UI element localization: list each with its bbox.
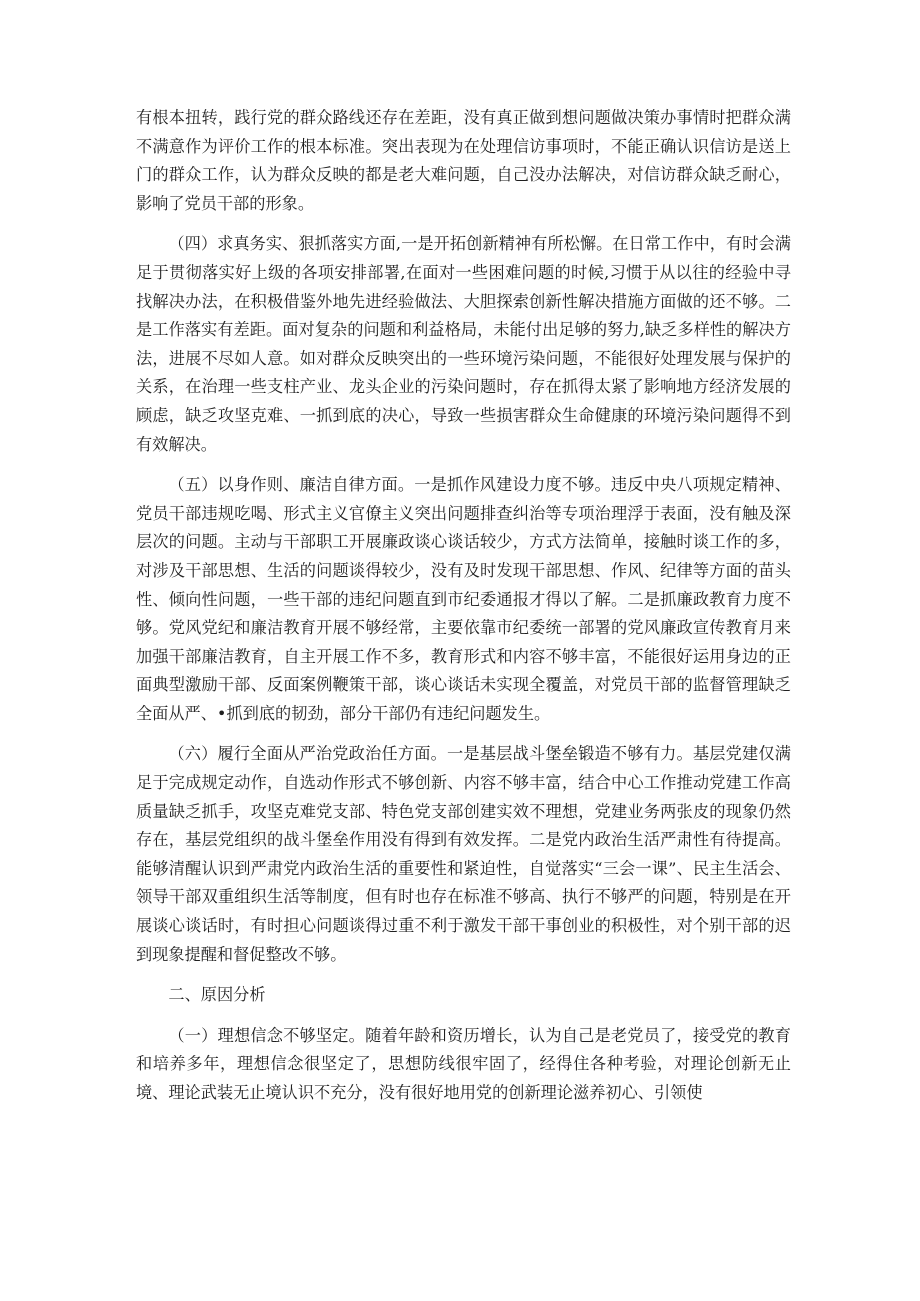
paragraph-section-5: （五）以身作则、廉洁自律方面。一是抓作风建设力度不够。违反中央八项规定精神、党员干部违规吃喝、形式主义官僚主义突出问题排查纠治等专项治理浮于表面，没有触及深层次的问题。主动与干部职工开展廉政谈心谈话较少，方式方法简单，接触时谈工作的多，对涉及干部思想、生活的问题谈得较少，没有及时发现干部思想、作风、纪律等方面的苗头性、倾向性问题，一些干部的违纪问题直到市纪委通报才得以了解。二是抓廉政教育力度不够。党风党纪和廉洁教育开展不够经常，主要依靠市纪委统一部署的党风廉政宣传教育月来加强干部廉洁教育，自主开展工作不多，教育形式和内容不够丰富，不能很好运用身边的正面典型激励干部、反面案例鞭策干部，谈心谈话未实现全覆盖，对党员干部的监督管理缺乏全面从严、•抓到底的韧劲，部分干部仍有违纪问题发生。 [136, 475, 791, 723]
paragraph-section-4: （四）求真务实、狠抓落实方面,一是开拓创新精神有所松懈。在日常工作中，有时会满足于贯彻落实好上级的各项安排部署,在面对一些困难问题的时候,习惯于从以往的经验中寻找解决办法，在积极借鉴外地先进经验做法、大胆探索创新性解决措施方面做的还不够。二是工作落实有差距。面对复杂的问题和利益格局，未能付出足够的努力,缺乏多样性的解决方法，进展不尽如人意。如对群众反映突出的一些环境污染问题，不能很好处理发展与保护的关系，在治理一些支柱产业、龙头企业的污染问题时，存在抓得太紧了影响地方经济发展的顾虑，缺乏攻坚克难、一抓到底的决心，导致一些损害群众生命健康的环境污染问题得不到有效解决。 [136, 234, 791, 454]
paragraph-continuation: 有根本扭转，践行党的群众路线还存在差距，没有真正做到想问题做决策办事情时把群众满不满意作为评价工作的根本标准。突出表现为在处理信访事项时，不能正确认识信访是送上门的群众工作，认为群众反映的都是老大难问题，自己没办法解决，对信访群众缺乏耐心，影响了党员干部的形象。 [136, 108, 791, 213]
paragraph-cause-1: （一）理想信念不够坚定。随着年龄和资历增长，认为自己是老党员了，接受党的教育和培养多年，理想信念很坚定了，思想防线很牢固了，经得住各种考验，对理论创新无止境、理论武装无止境认识不充分，没有很好地用党的创新理论滋养初心、引领使 [136, 1025, 791, 1102]
paragraph-section-6: （六）履行全面从严治党政治任方面。一是基层战斗堡垒锻造不够有力。基层党建仅满足于完成规定动作，自选动作形式不够创新、内容不够丰富，结合中心工作推动党建工作高质量缺乏抓手，攻坚克难党支部、特色党支部创建实效不理想，党建业务两张皮的现象仍然存在，基层党组织的战斗堡垒作用没有得到有效发挥。二是党内政治生活严肃性有待提高。能够清醒认识到严肃党内政治生活的重要性和紧迫性，自觉落实“三会一课”、民主生活会、领导干部双重组织生活等制度，但有时也存在标准不够高、执行不够严的问题，特别是在开展谈心谈话时，有时担心问题谈得过重不利于激发干部干事创业的积极性，对个别干部的迟到现象提醒和督促整改不够。 [136, 744, 791, 964]
section-heading-cause-analysis: 二、原因分析 [168, 985, 266, 1005]
document-page [136, 104, 791, 1120]
